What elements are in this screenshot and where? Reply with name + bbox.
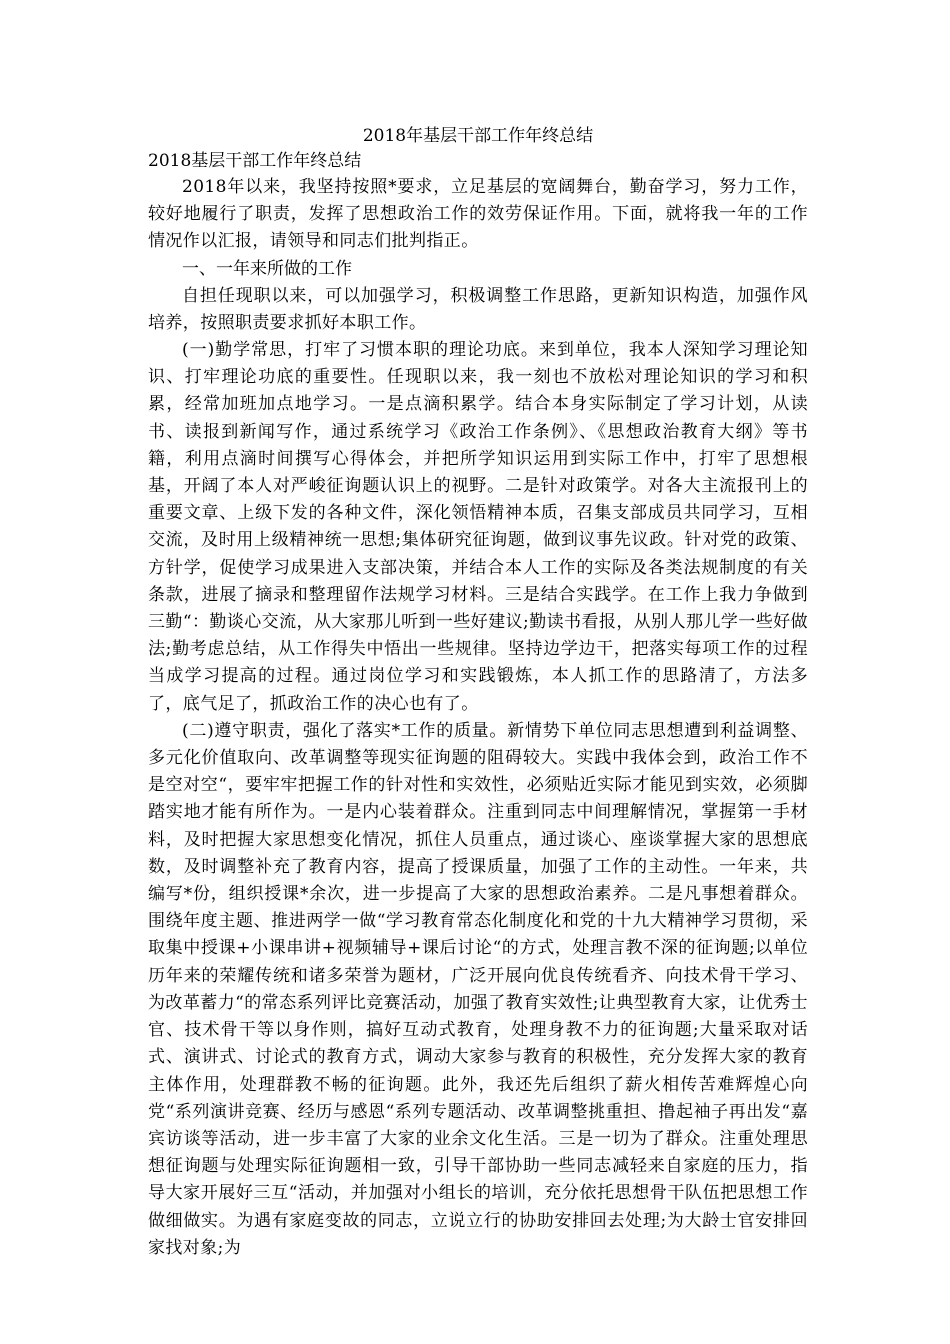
document-subtitle: 2018基层干部工作年终总结 [148,151,362,171]
document-page [148,124,808,1262]
section-heading: 一、一年来所做的工作 [182,258,352,279]
document-title: 2018年基层干部工作年终总结 [362,126,594,146]
section-paragraph: (二)遵守职责，强化了落实*工作的质量。新情势下单位同志思想遭到利益调整、多元化价值取向、改革调整等现实征询题的阻碍较大。实践中我体会到，政治工作不是空对空“，要牢牢把握工作的针对性和实效性，必须贴近实际才能见到实效，必须脚踏实地才能有所作为。一是内心装着群众。注重到同志中间理解情况，掌握第一手材料，及时把握大家思想变化情况，抓住人员重点，通过谈心、座谈掌握大家的思想底数，及时调整补充了教育内容，提高了授课质量，加强了工作的主动性。一年来，共编写*份，组织授课*余次，进一步提高了大家的思想政治素养。二是凡事想着群众。围绕年度主题、推进两学一做“学习教育常态化制度化和党的十九大精神学习贯彻，采取集中授课+小课串讲+视频辅导+课后讨论“的方式，处理言教不深的征询题;以单位历年来的荣耀传统和诸多荣誉为题材，广泛开展向优良传统看齐、向技术骨干学习、为改革蓄力“的常态系列评比竞赛活动，加强了教育实效性;让典型教育大家，让优秀士官、技术骨干等以身作则，搞好互动式教育，处理身教不力的征询题;大量采取对话式、演讲式、讨论式的教育方式，调动大家参与教育的积极性，充分发挥大家的教育主体作用，处理群教不畅的征询题。此外，我还先后组织了薪火相传苦难辉煌心向党“系列演讲竞赛、经历与感恩“系列专题活动、改革调整挑重担、撸起袖子再出发“嘉宾访谈等活动，进一步丰富了大家的业余文化生活。三是一切为了群众。注重处理思想征询题与处理实际征询题相一致，引导干部协助一些同志减轻来自家庭的压力，指导大家开展好三互“活动，并加强对小组长的培训，充分依托思想骨干队伍把思想工作做细做实。为遇有家庭变故的同志，立说立行的协助安排回去处理;为大龄士官安排回家找对象;为 [148,720,808,1258]
section-paragraph: 自担任现职以来，可以加强学习，积极调整工作思路，更新知识构造，加强作风培养，按照职责要求抓好本职工作。 [148,285,808,333]
section-paragraph: (一)勤学常思，打牢了习惯本职的理论功底。来到单位，我本人深知学习理论知识、打牢理论功底的重要性。任现职以来，我一刻也不放松对理论知识的学习和积累，经常加班加点地学习。一是点滴积累学。结合本身实际制定了学习计划，从读书、读报到新闻写作，通过系统学习《政治工作条例》、《思想政治教育大纲》等书籍，利用点滴时间撰写心得体会，并把所学知识运用到实际工作中，打牢了思想根基，开阔了本人对严峻征询题认识上的视野。二是针对政策学。对各大主流报刊上的重要文章、上级下发的各种文件，深化领悟精神本质，召集支部成员共同学习，互相交流，及时用上级精神统一思想;集体研究征询题，做到议事先议政。针对党的政策、方针学，促使学习成果进入支部决策，并结合本人工作的实际及各类法规制度的有关条款，进展了摘录和整理留作法规学习材料。三是结合实践学。在工作上我力争做到三勤“：勤谈心交流，从大家那儿听到一些好建议;勤读书看报，从别人那儿学一些好做法;勤考虑总结，从工作得失中悟出一些规律。坚持边学边干，把落实每项工作的过程当成学习提高的过程。通过岗位学习和实践锻炼，本人抓工作的思路清了，方法多了，底气足了，抓政治工作的决心也有了。 [148,340,808,714]
intro-paragraph: 2018年以来，我坚持按照*要求，立足基层的宽阔舞台，勤奋学习，努力工作，较好地履行了职责，发挥了思想政治工作的效劳保证作用。下面，就将我一年的工作情况作以汇报，请领导和同志们批判指正。 [148,177,808,252]
